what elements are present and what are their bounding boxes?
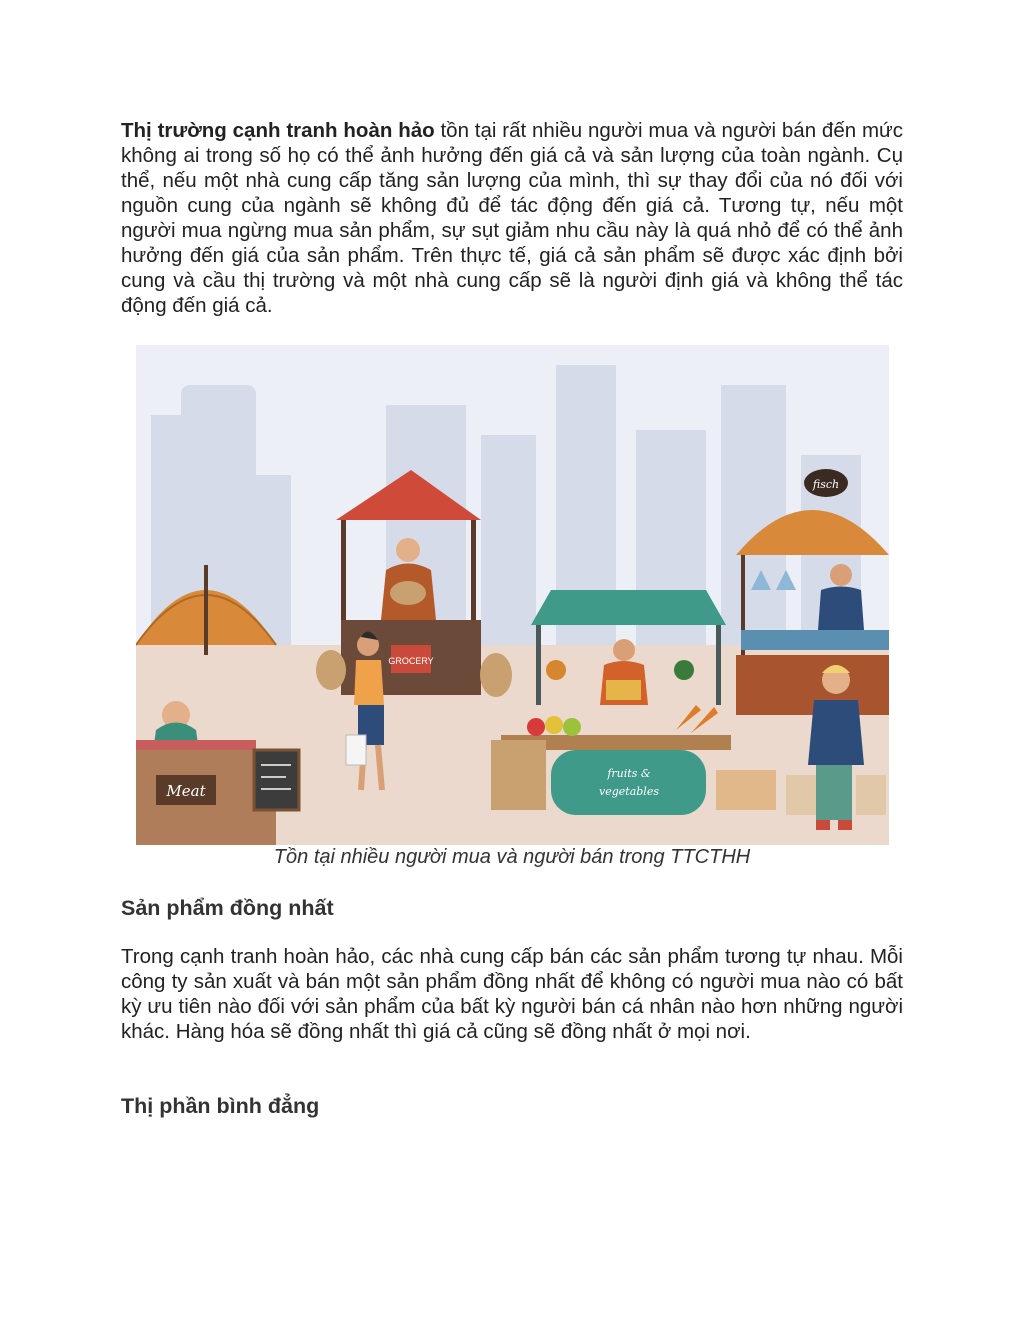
intro-bold-term: Thị trường cạnh tranh hoàn hảo: [121, 119, 435, 142]
market-illustration: [136, 345, 889, 845]
intro-block: [121, 118, 903, 318]
section-heading-equal-market-share: Thị phần bình đẳng: [121, 1094, 320, 1118]
meat-sign-label: Meat: [166, 782, 206, 800]
figure-caption: Tồn tại nhiều người mua và người bán trong TTCTHH: [273, 846, 751, 868]
section-heading-homogeneous-products: Sản phẩm đồng nhất: [121, 896, 334, 920]
fruits-sign-label: fruits &: [607, 767, 651, 780]
intro-text: tồn tại rất nhiều người mua và người bán đến mức không ai trong số họ có thể ảnh hưởng đến giá cả và sản lượng của toàn ngành. Cụ thể, nếu một nhà cung cấp tăng sản lượng của mình, thì sự thay đổi của nó đối với nguồn cung của ngành sẽ không đủ để tác động đến giá cả. Tương tự, nếu một người mua ngừng mua sản phẩm, sự sụt giảm nhu cầu này là quá nhỏ để có thể ảnh hưởng đến giá của sản phẩm. Trên thực tế, giá cả sản phẩm sẽ được xác định bởi cung và cầu thị trường và một nhà cung cấp sẽ là người định giá và không thể tác động đến giá cả.: [121, 119, 904, 317]
section-paragraph-homogeneous-products: Trong cạnh tranh hoàn hảo, các nhà cung cấp bán các sản phẩm tương tự nhau. Mỗi công ty sản xuất và bán một sản phẩm đồng nhất để không có người mua nào có bất kỳ ưu tiên nào đối với sản phẩm của bất kỳ người bán cá nhân nào hơn những người khác. Hàng hóa sẽ đồng nhất thì giá cả cũng sẽ đồng nhất ở mọi nơi.: [121, 945, 903, 1043]
grocery-sign-label: GROCERY: [388, 656, 434, 666]
fisch-sign-label: fisch: [812, 478, 840, 491]
vegetables-sign-label: vegetables: [599, 785, 659, 798]
intro-paragraph: [121, 118, 903, 318]
